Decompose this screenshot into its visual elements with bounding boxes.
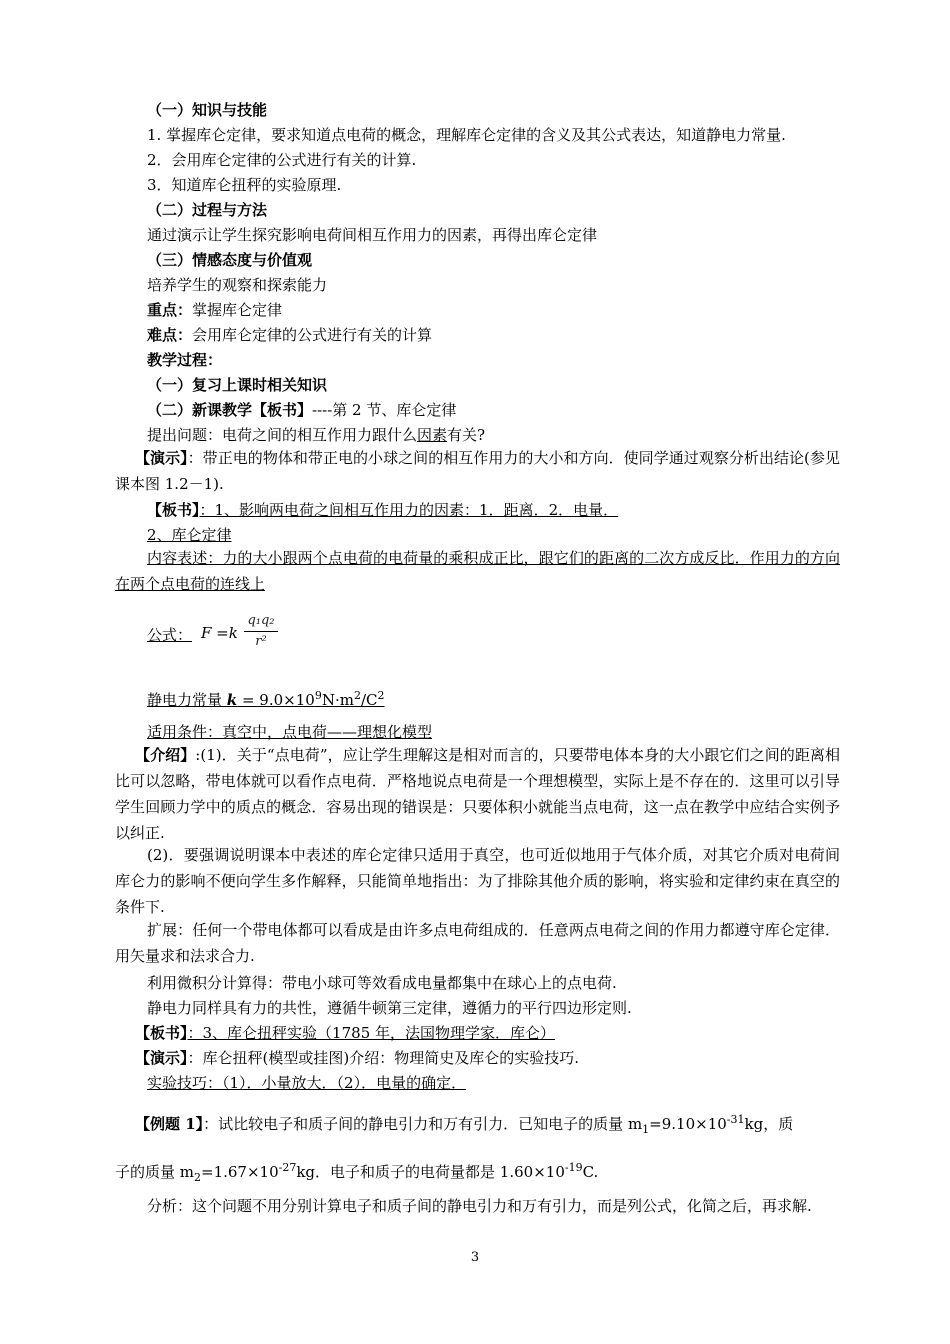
example-line-2 <box>115 1158 840 1188</box>
board-text-2: ：3、库仑扭秤实验（1785 年，法国物理学家．库仑） <box>187 1024 556 1042</box>
teaching-process-heading: 教学过程： <box>147 351 223 369</box>
section-heading-knowledge: （一）知识与技能 <box>147 101 268 119</box>
example-line-1 <box>135 1110 840 1140</box>
example-2-sup-2: -19 <box>564 1161 583 1174</box>
demo-label-1: 【演示】 <box>135 449 188 467</box>
knowledge-item-2: 2．会用库仑定律的公式进行有关的计算. <box>147 151 417 169</box>
intro-text: :(1)．关于“点电荷”，应让学生理解这是相对而言的，只要带电体本身的大小跟它们之间的距离相比可以忽略，带电体就可以看作点电荷．严格地说点电荷是一个理想模型，实际上是不存在的．这里可以引导学生回顾力学中的质点的概念．容易出现的错误是：只要体积小就能当点电荷，这一点在教学中应结合实例予以纠正. <box>115 746 840 842</box>
example-2-text-1: 子的质量 m <box>115 1163 194 1181</box>
example-text-2: =9.10×10 <box>649 1115 727 1133</box>
key-text: 掌握库仑定律 <box>192 301 283 319</box>
knowledge-item-3: 3．知道库仑扭秤的实验原理. <box>147 176 342 194</box>
calculus-line: 利用微积分计算得：带电小球可等效看成电量都集中在球心上的点电荷. <box>147 974 617 992</box>
fraction-bar <box>244 631 278 632</box>
formula-numerator: q₁q₂ <box>247 613 275 628</box>
constant-unit: N·m <box>321 691 354 709</box>
section-heading-attitude: （三）情感态度与价值观 <box>147 251 313 269</box>
formula-fraction <box>244 612 278 651</box>
board-line-1 <box>147 500 840 520</box>
example-sub-1: 1 <box>642 1123 650 1136</box>
example-2-text-2: =1.67×10 <box>201 1163 279 1181</box>
attitude-text: 培养学生的观察和探索能力 <box>147 276 328 294</box>
difficult-point <box>147 325 840 345</box>
question-suffix: 有关? <box>447 426 486 444</box>
demo-paragraph-1 <box>115 445 840 497</box>
example-text-3: kg，质 <box>744 1115 794 1133</box>
intro-label: 【介绍】 <box>135 746 196 764</box>
demo-label-2: 【演示】 <box>135 1049 188 1067</box>
example-2-text-4: C. <box>582 1163 599 1181</box>
board-line-2 <box>135 1023 860 1043</box>
example-text-1: ：试比较电子和质子间的静电引力和万有引力．已知电子的质量 m <box>203 1115 643 1133</box>
difficult-label: 难点： <box>147 326 193 344</box>
example-label: 【例题 1】 <box>135 1115 204 1133</box>
newton-line: 静电力同样具有力的共性，遵循牛顿第三定律，遵循力的平行四边形定则. <box>147 999 632 1017</box>
question-underlined: 因素 <box>417 426 448 444</box>
example-2-text-3: kg．电子和质子的电荷量都是 1.60×10 <box>296 1163 565 1181</box>
formula-denominator: r² <box>255 634 267 649</box>
constant-prefix: 静电力常量 <box>147 691 227 709</box>
question-prefix: 提出问题：电荷之间的相互作用力跟什么 <box>147 426 418 444</box>
step-review: （一）复习上课时相关知识 <box>147 376 328 394</box>
example-2-sub: 2 <box>194 1171 201 1184</box>
key-label: 重点： <box>147 301 193 319</box>
board-text-1: ：1、影响两电荷之间相互作用力的因素：1．距离．2．电量． <box>199 501 619 519</box>
page-number: 3 <box>470 1250 480 1265</box>
constant-unit-2-exponent: 2 <box>377 689 385 702</box>
board-label-2: 【板书】 <box>135 1024 188 1042</box>
constant-exponent: 9 <box>314 689 322 702</box>
knowledge-item-1: 1. 掌握库仑定律，要求知道点电荷的概念，理解库仑定律的含义及其公式表达，知道静电力常量. <box>147 126 786 144</box>
formula-label: 公式： <box>147 626 193 644</box>
example-2-sup: -27 <box>278 1161 297 1174</box>
demo-text-2: ：库仑扭秤(模型或挂图)介绍：物理简史及库仑的实验技巧. <box>187 1049 579 1067</box>
process-text: 通过演示让学生探究影响电荷间相互作用力的因素，再得出库仑定律 <box>147 226 598 244</box>
extension-paragraph: 扩展：任何一个带电体都可以看成是由许多点电荷组成的．任意两点电荷之间的作用力都遵守库仑定律．用矢量求和法求合力. <box>115 921 840 965</box>
constant-unit-2: /C <box>360 691 378 709</box>
electrostatic-constant <box>147 686 840 710</box>
example-sup-1: -31 <box>726 1113 745 1126</box>
board-label-1: 【板书】 <box>147 501 200 519</box>
step-new-lesson-title: ----第 2 节、库仑定律 <box>312 401 457 419</box>
intro-paragraph-2: (2)．要强调说明课本中表述的库仑定律只适用于真空，也可近似地用于气体介质，对其它介质对电荷间库仑力的影响不便向学生多作解释，只能简单地指出：为了排除其他介质的影响，将实验和定律约束在真空的条件下. <box>115 846 840 916</box>
step-new-lesson <box>147 400 840 420</box>
key-point <box>147 300 840 320</box>
applicable-conditions: 适用条件：真空中，点电荷——理想化模型 <box>147 723 433 741</box>
analysis-paragraph: 分析：这个问题不用分别计算电子和质子间的静电引力和万有引力，而是列公式，化简之后，再求解. <box>147 1197 812 1215</box>
section-heading-process: （二）过程与方法 <box>147 201 268 219</box>
law-title: 2、库仑定律 <box>147 526 232 544</box>
demo-line-2 <box>135 1048 860 1068</box>
demo-text-1: ：带正电的物体和带正电的小球之间的相互作用力的大小和方向．使同学通过观察分析出结论(参见课本图 1.2－1). <box>115 449 840 493</box>
intro-paragraph-1 <box>115 742 840 846</box>
constant-unit-exponent: 2 <box>353 689 361 702</box>
formula-lhs: F =k <box>201 624 238 642</box>
constant-k: k <box>226 691 238 709</box>
law-content: 内容表述：力的大小跟两个点电荷的电荷量的乘积成正比，跟它们的距离的二次方成反比．作用力的方向在两个点电荷的连线上 <box>115 549 840 593</box>
question-line <box>147 425 840 445</box>
constant-value: = 9.0×10 <box>237 691 315 709</box>
experiment-skills: 实验技巧：（1）．小量放大．（2）．电量的确定． <box>147 1074 467 1092</box>
step-new-lesson-label: （二）新课教学【板书】 <box>147 401 313 419</box>
difficult-text: 会用库仑定律的公式进行有关的计算 <box>192 326 433 344</box>
